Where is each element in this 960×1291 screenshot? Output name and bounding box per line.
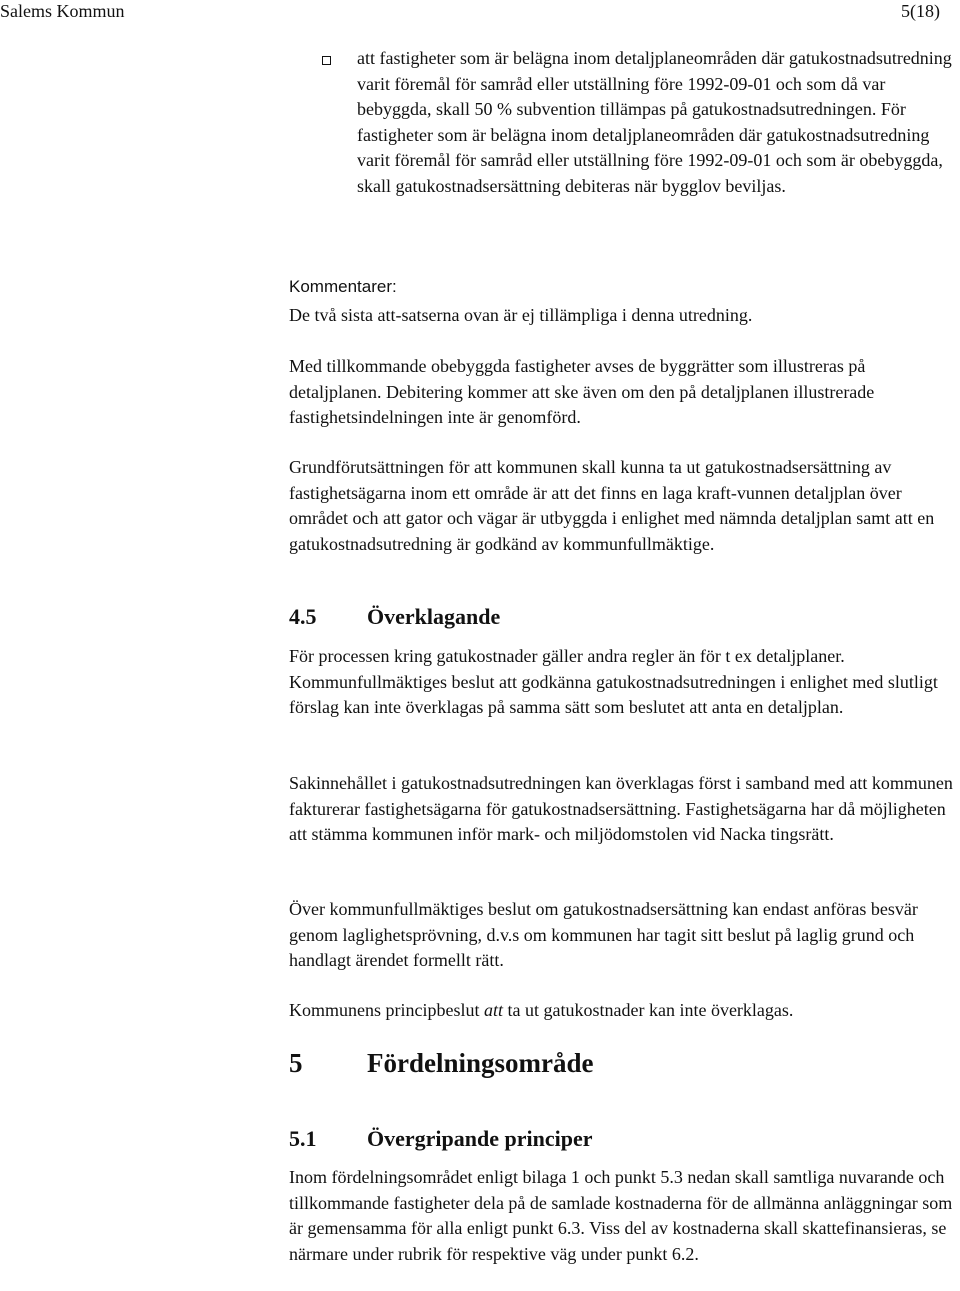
page-number: 5(18) xyxy=(901,1,940,21)
heading-number: 4.5 xyxy=(289,604,317,629)
overklagande-paragraph-4 xyxy=(289,998,959,1024)
heading-title: Fördelningsområde xyxy=(367,1048,594,1078)
kommentar-paragraph-3: Grundförutsättningen för att kommunen skall kunna ta ut gatukostnadsersättning av fastighetsägarna inom ett område är att det finns en laga kraft-vunnen detaljplan över området och att gator och vägar är utbyggda i enlighet med nämnda detaljplan samt att en gatukostnadsutredning är godkänd av kommunfullmäktige. xyxy=(289,457,935,554)
kommentar-paragraph-1: De två sista att-satserna ovan är ej tillämpliga i denna utredning. xyxy=(289,305,753,325)
bullet-paragraph: att fastigheter som är belägna inom detaljplaneområden där gatukostnadsutredning varit föremål för samråd eller utställning före 1992-09-01 och som då var bebyggda, skall 50 % subvention tillämpas på gatukostnadsutredningen. För fastigheter som är belägna inom detaljplaneområden där gatukostnadsutredning varit föremål för samråd eller utställning före 1992-09-01 och som är obebyggda, skall gatukostnadsersättning debiteras när bygglov beviljas. xyxy=(357,48,952,196)
text-run: Kommunens principbeslut xyxy=(289,1000,484,1020)
text-run: ta ut gatukostnader kan inte överklagas. xyxy=(503,1000,794,1020)
heading-4-5 xyxy=(289,603,500,631)
overklagande-paragraph-1: För processen kring gatukostnader gäller andra regler än för t ex detaljplaner. Kommunfullmäktiges beslut att godkänna gatukostnadsutredningen i enlighet med slutligt förslag kan inte överklagas på samma sätt som beslutet att anta en detaljplan. xyxy=(289,646,938,717)
heading-5-1 xyxy=(289,1125,592,1153)
principer-paragraph-1: Inom fördelningsområdet enligt bilaga 1 och punkt 5.3 nedan skall samtliga nuvarande och tillkommande fastigheter dela på de samlade kostnaderna för de allmänna anläggningar som är gemensamma för alla enligt punkt 6.3. Viss del av kostnaderna skall skattefinansieras, se närmare under rubrik för respektive väg under punkt 6.2. xyxy=(289,1167,953,1264)
overklagande-paragraph-3: Över kommunfullmäktiges beslut om gatukostnadsersättning kan endast anföras besvär genom laglighetsprövning, d.v.s om kommunen har tagit sitt beslut på laglig grund och handlagt ärendet formellt rätt. xyxy=(289,899,918,970)
kommentar-paragraph-2: Med tillkommande obebyggda fastigheter avses de byggrätter som illustreras på detaljplanen. Debitering kommer att ske även om den på detaljplanen illustrerade fastighetsindelningen inte är genomförd. xyxy=(289,356,875,427)
overklagande-paragraph-2: Sakinnehållet i gatukostnadsutredningen kan överklagas först i samband med att kommunen fakturerar fastighetsägarna för gatukostnadsersättning. Fastighetsägarna har då möjligheten att stämma kommunen inför mark- och miljödomstolen vid Nacka tingsrätt. xyxy=(289,773,953,844)
heading-title: Övergripande principer xyxy=(367,1126,593,1151)
heading-title: Överklagande xyxy=(367,604,501,629)
heading-number: 5 xyxy=(289,1048,303,1078)
checkbox-bullet-icon xyxy=(322,56,331,65)
header-organization: Salems Kommun xyxy=(0,1,125,21)
kommentarer-label: Kommentarer: xyxy=(289,277,397,296)
italic-text-run: att xyxy=(483,1000,503,1020)
heading-5 xyxy=(289,1047,594,1079)
heading-number: 5.1 xyxy=(289,1126,317,1151)
